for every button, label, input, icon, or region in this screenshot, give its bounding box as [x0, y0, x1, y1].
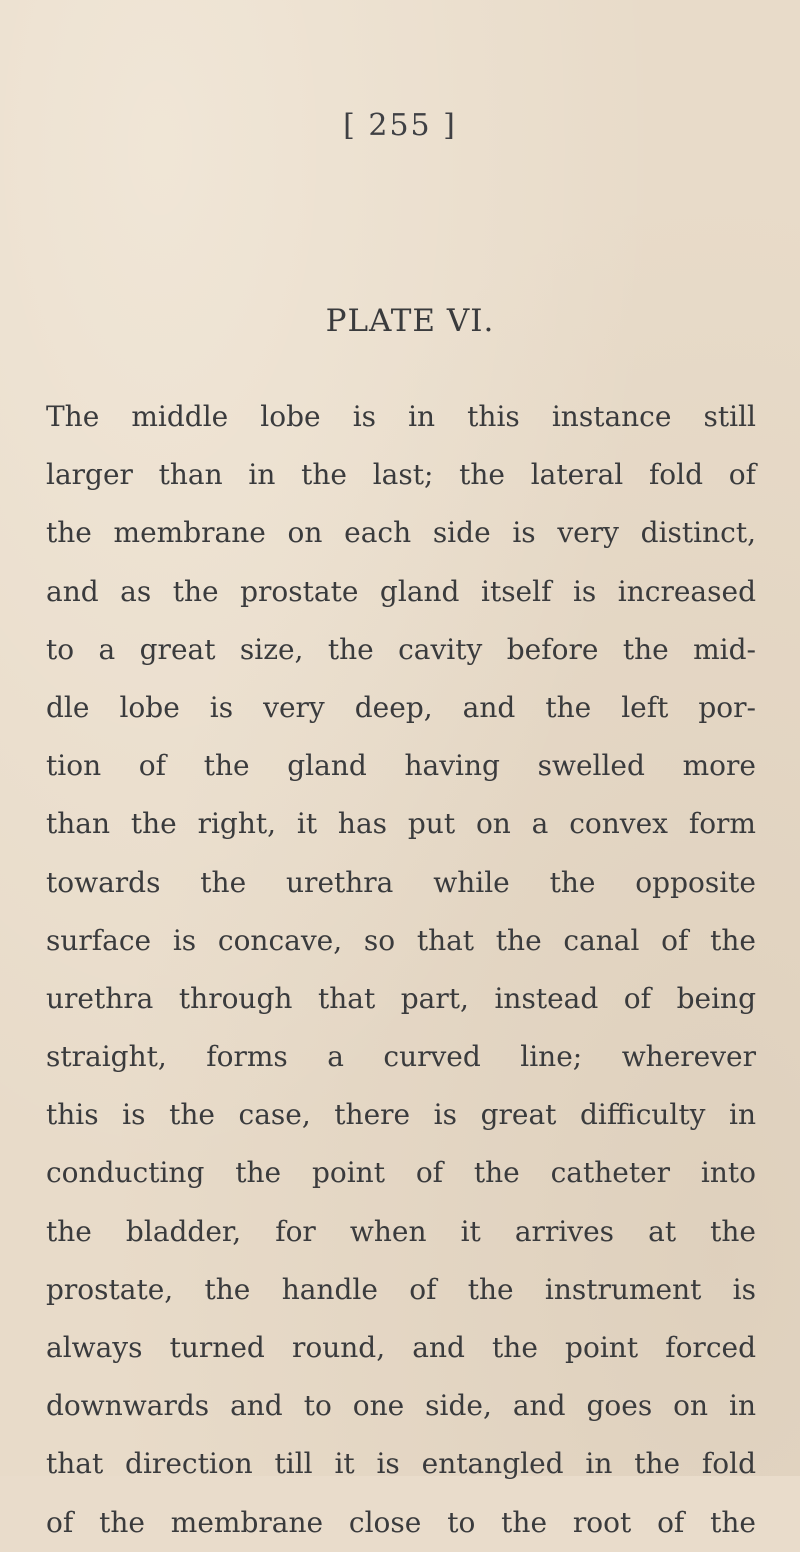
text-line: this is the case, there is great difficulty in: [46, 1098, 756, 1132]
body-paragraph: [46, 388, 756, 1552]
text-line: of the membrane close to the root of the: [46, 1505, 756, 1539]
text-line: The middle lobe is in this instance still: [46, 400, 756, 433]
text-line: prostate, the handle of the instrument is: [46, 1272, 756, 1306]
page-number: [ 255 ]: [343, 108, 457, 143]
plate-heading: PLATE VI.: [325, 303, 495, 339]
text-line: conducting the point of the catheter into: [46, 1156, 756, 1190]
text-line: the membrane on each side is very distinct,: [46, 516, 756, 550]
text-line: the bladder, for when it arrives at the: [46, 1214, 756, 1248]
text-line: tion of the gland having swelled more: [46, 749, 756, 783]
text-line: larger than in the last; the lateral fold of: [46, 458, 756, 492]
text-line: to a great size, the cavity before the mid-: [46, 632, 756, 666]
text-line: surface is concave, so that the canal of the: [46, 923, 756, 957]
text-line: dle lobe is very deep, and the left por-: [46, 690, 756, 724]
text-line: urethra through that part, instead of being: [46, 981, 756, 1015]
text-line: always turned round, and the point forced: [46, 1331, 756, 1364]
text-line: towards the urethra while the opposite: [46, 865, 756, 899]
text-line: than the right, it has put on a convex form: [46, 807, 756, 841]
text-line: downwards and to one side, and goes on in: [46, 1389, 756, 1423]
text-line: and as the prostate gland itself is increased: [46, 574, 756, 608]
text-line: that direction till it is entangled in the fold: [46, 1447, 756, 1481]
text-line: straight, forms a curved line; wherever: [46, 1040, 756, 1074]
